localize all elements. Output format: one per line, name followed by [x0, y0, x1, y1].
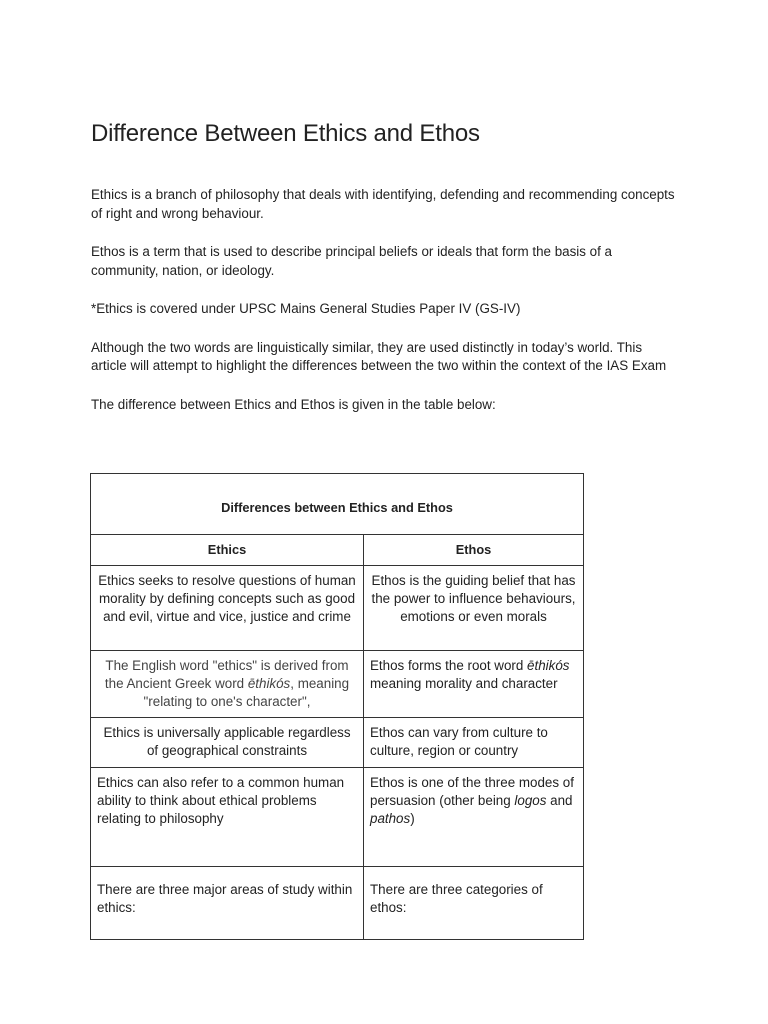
table-caption-row — [91, 474, 584, 535]
column-header-ethics: Ethics — [91, 535, 364, 566]
differences-table — [90, 473, 584, 940]
logos-word: logos — [514, 793, 547, 808]
ethos-cell — [364, 651, 584, 718]
table-caption: Differences between Ethics and Ethos — [91, 474, 584, 535]
ethics-cell: There are three major areas of study within ethics: — [91, 867, 364, 940]
greek-word: ēthikós — [247, 676, 291, 691]
ethos-cell-text: meaning morality and character — [370, 676, 558, 691]
ethos-cell — [364, 768, 584, 867]
pathos-word: pathos — [370, 811, 411, 826]
ethos-cell: There are three categories of ethos: — [364, 867, 584, 940]
ethos-cell-text: and — [546, 793, 573, 808]
ethos-cell-text: Ethos is one of the three modes of persuasion (other being — [370, 775, 574, 808]
page-title: Difference Between Ethics and Ethos — [91, 120, 480, 147]
table-row — [91, 768, 584, 867]
document-body — [91, 118, 681, 414]
table-header-row — [91, 535, 584, 566]
ethics-cell-text: The English word "ethics" is derived from the Ancient Greek word — [104, 658, 349, 691]
table-row — [91, 651, 584, 718]
ethics-cell: Ethics seeks to resolve questions of human morality by defining concepts such as good and evil, virtue and vice, justice and crime — [91, 566, 364, 651]
intro-paragraph-ethics: Ethics is a branch of philosophy that deals with identifying, defending and recommending concepts of right and wrong behaviour. — [91, 187, 675, 221]
table-row — [91, 718, 584, 768]
table-intro-paragraph: The difference between Ethics and Ethos is given in the table below: — [91, 396, 496, 412]
table-row — [91, 566, 584, 651]
ethics-cell-text: , meaning "relating to one's character", — [143, 676, 350, 709]
ethics-cell — [91, 651, 364, 718]
intro-paragraph-ethos: Ethos is a term that is used to describe principal beliefs or ideals that form the basis of a community, nation, or ideology. — [91, 244, 613, 278]
ethos-cell: Ethos can vary from culture to culture, region or country — [364, 718, 584, 768]
table-row — [91, 867, 584, 940]
upsc-note-paragraph: *Ethics is covered under UPSC Mains General Studies Paper IV (GS-IV) — [91, 301, 521, 316]
ethics-cell: Ethics is universally applicable regardless of geographical constraints — [91, 718, 364, 768]
ethos-cell-text: Ethos forms the root word — [370, 658, 528, 673]
ethics-cell: Ethics can also refer to a common human ability to think about ethical problems relating to philosophy — [91, 768, 364, 867]
ethos-cell: Ethos is the guiding belief that has the power to influence behaviours, emotions or even morals — [364, 566, 584, 651]
column-header-ethos: Ethos — [364, 535, 584, 566]
ethos-cell-text: ) — [410, 811, 415, 826]
greek-word: ēthikós — [527, 658, 570, 673]
linguistic-paragraph: Although the two words are linguistically similar, they are used distinctly in today’s world. This article will attempt to highlight the differences between the two within the context of the IAS Exam — [91, 339, 667, 373]
